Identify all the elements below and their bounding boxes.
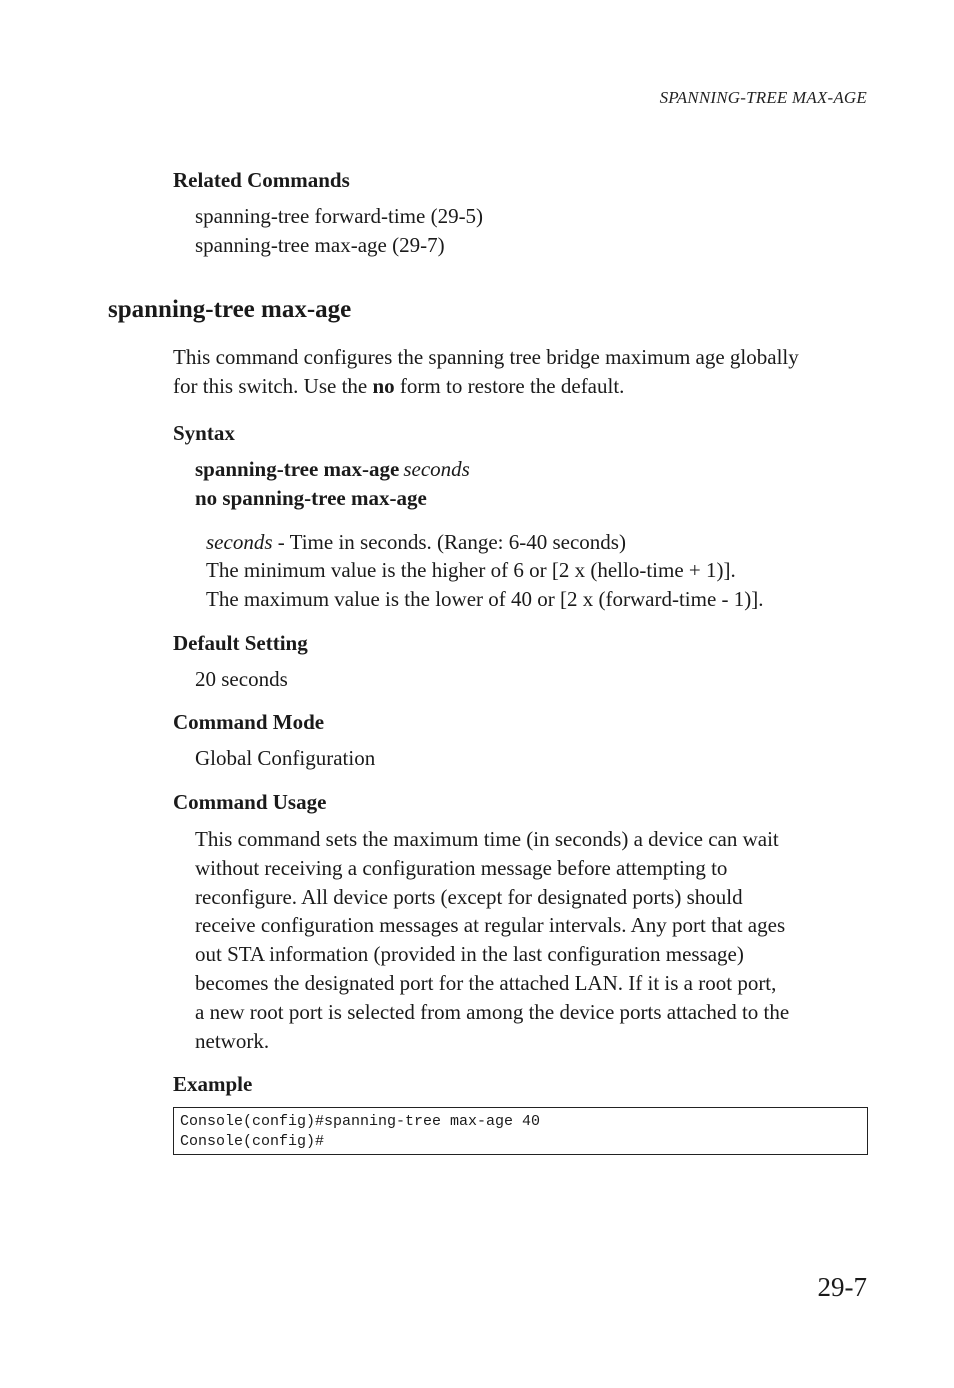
code-line: Console(config)#	[180, 1133, 325, 1150]
section-title: spanning-tree max-age	[108, 296, 352, 323]
default-setting-heading: Default Setting	[173, 631, 308, 655]
parameter-name: seconds	[206, 530, 273, 554]
usage-line: without receiving a configuration message before attempting to	[195, 855, 728, 880]
parameter-note: The maximum value is the lower of 40 or [2 x (forward-time - 1)].	[206, 587, 764, 611]
intro-keyword-no: no	[372, 373, 395, 398]
usage-line: reconfigure. All device ports (except for designated ports) should	[195, 884, 743, 909]
command-mode-heading: Command Mode	[173, 710, 325, 734]
command-usage-paragraph	[195, 825, 789, 1055]
example-code-block	[173, 1107, 868, 1155]
usage-line: receive configuration messages at regular intervals. Any port that ages	[195, 913, 786, 938]
usage-line: network.	[195, 1028, 270, 1053]
intro-text: form to restore the default.	[394, 373, 625, 398]
running-header: SPANNING-TREE MAX-AGE	[659, 88, 867, 107]
code-line: Console(config)#spanning-tree max-age 40	[180, 1113, 541, 1130]
related-command-item: spanning-tree forward-time (29-5)	[195, 204, 484, 228]
example-heading: Example	[173, 1072, 253, 1096]
intro-line	[173, 372, 799, 401]
syntax-no-command: no spanning-tree max-age	[195, 486, 427, 510]
default-setting-value: 20 seconds	[195, 667, 288, 691]
page-number: 29-7	[817, 1272, 867, 1302]
parameter-desc-text: - Time in seconds. (Range: 6-40 seconds)	[272, 530, 626, 554]
usage-line: out STA information (provided in the last configuration message)	[195, 942, 744, 967]
parameter-note: The minimum value is the higher of 6 or [2 x (hello-time + 1)].	[206, 558, 736, 582]
intro-text: for this switch. Use the	[173, 373, 373, 398]
syntax-parameter: seconds	[403, 457, 470, 481]
syntax-command	[195, 457, 470, 482]
command-mode-value: Global Configuration	[195, 746, 376, 770]
intro-line: This command configures the spanning tree bridge maximum age globally	[173, 345, 799, 369]
usage-line: a new root port is selected from among the device ports attached to the	[195, 999, 790, 1024]
syntax-heading: Syntax	[173, 421, 235, 445]
related-command-item: spanning-tree max-age (29-7)	[195, 233, 445, 257]
intro-paragraph	[173, 343, 799, 401]
usage-line: becomes the designated port for the attached LAN. If it is a root port,	[195, 970, 777, 995]
usage-line: This command sets the maximum time (in seconds) a device can wait	[195, 827, 779, 851]
syntax-command-name: spanning-tree max-age	[195, 457, 400, 481]
parameter-description	[206, 530, 626, 555]
related-commands-heading: Related Commands	[173, 168, 350, 192]
command-usage-heading: Command Usage	[173, 790, 327, 814]
